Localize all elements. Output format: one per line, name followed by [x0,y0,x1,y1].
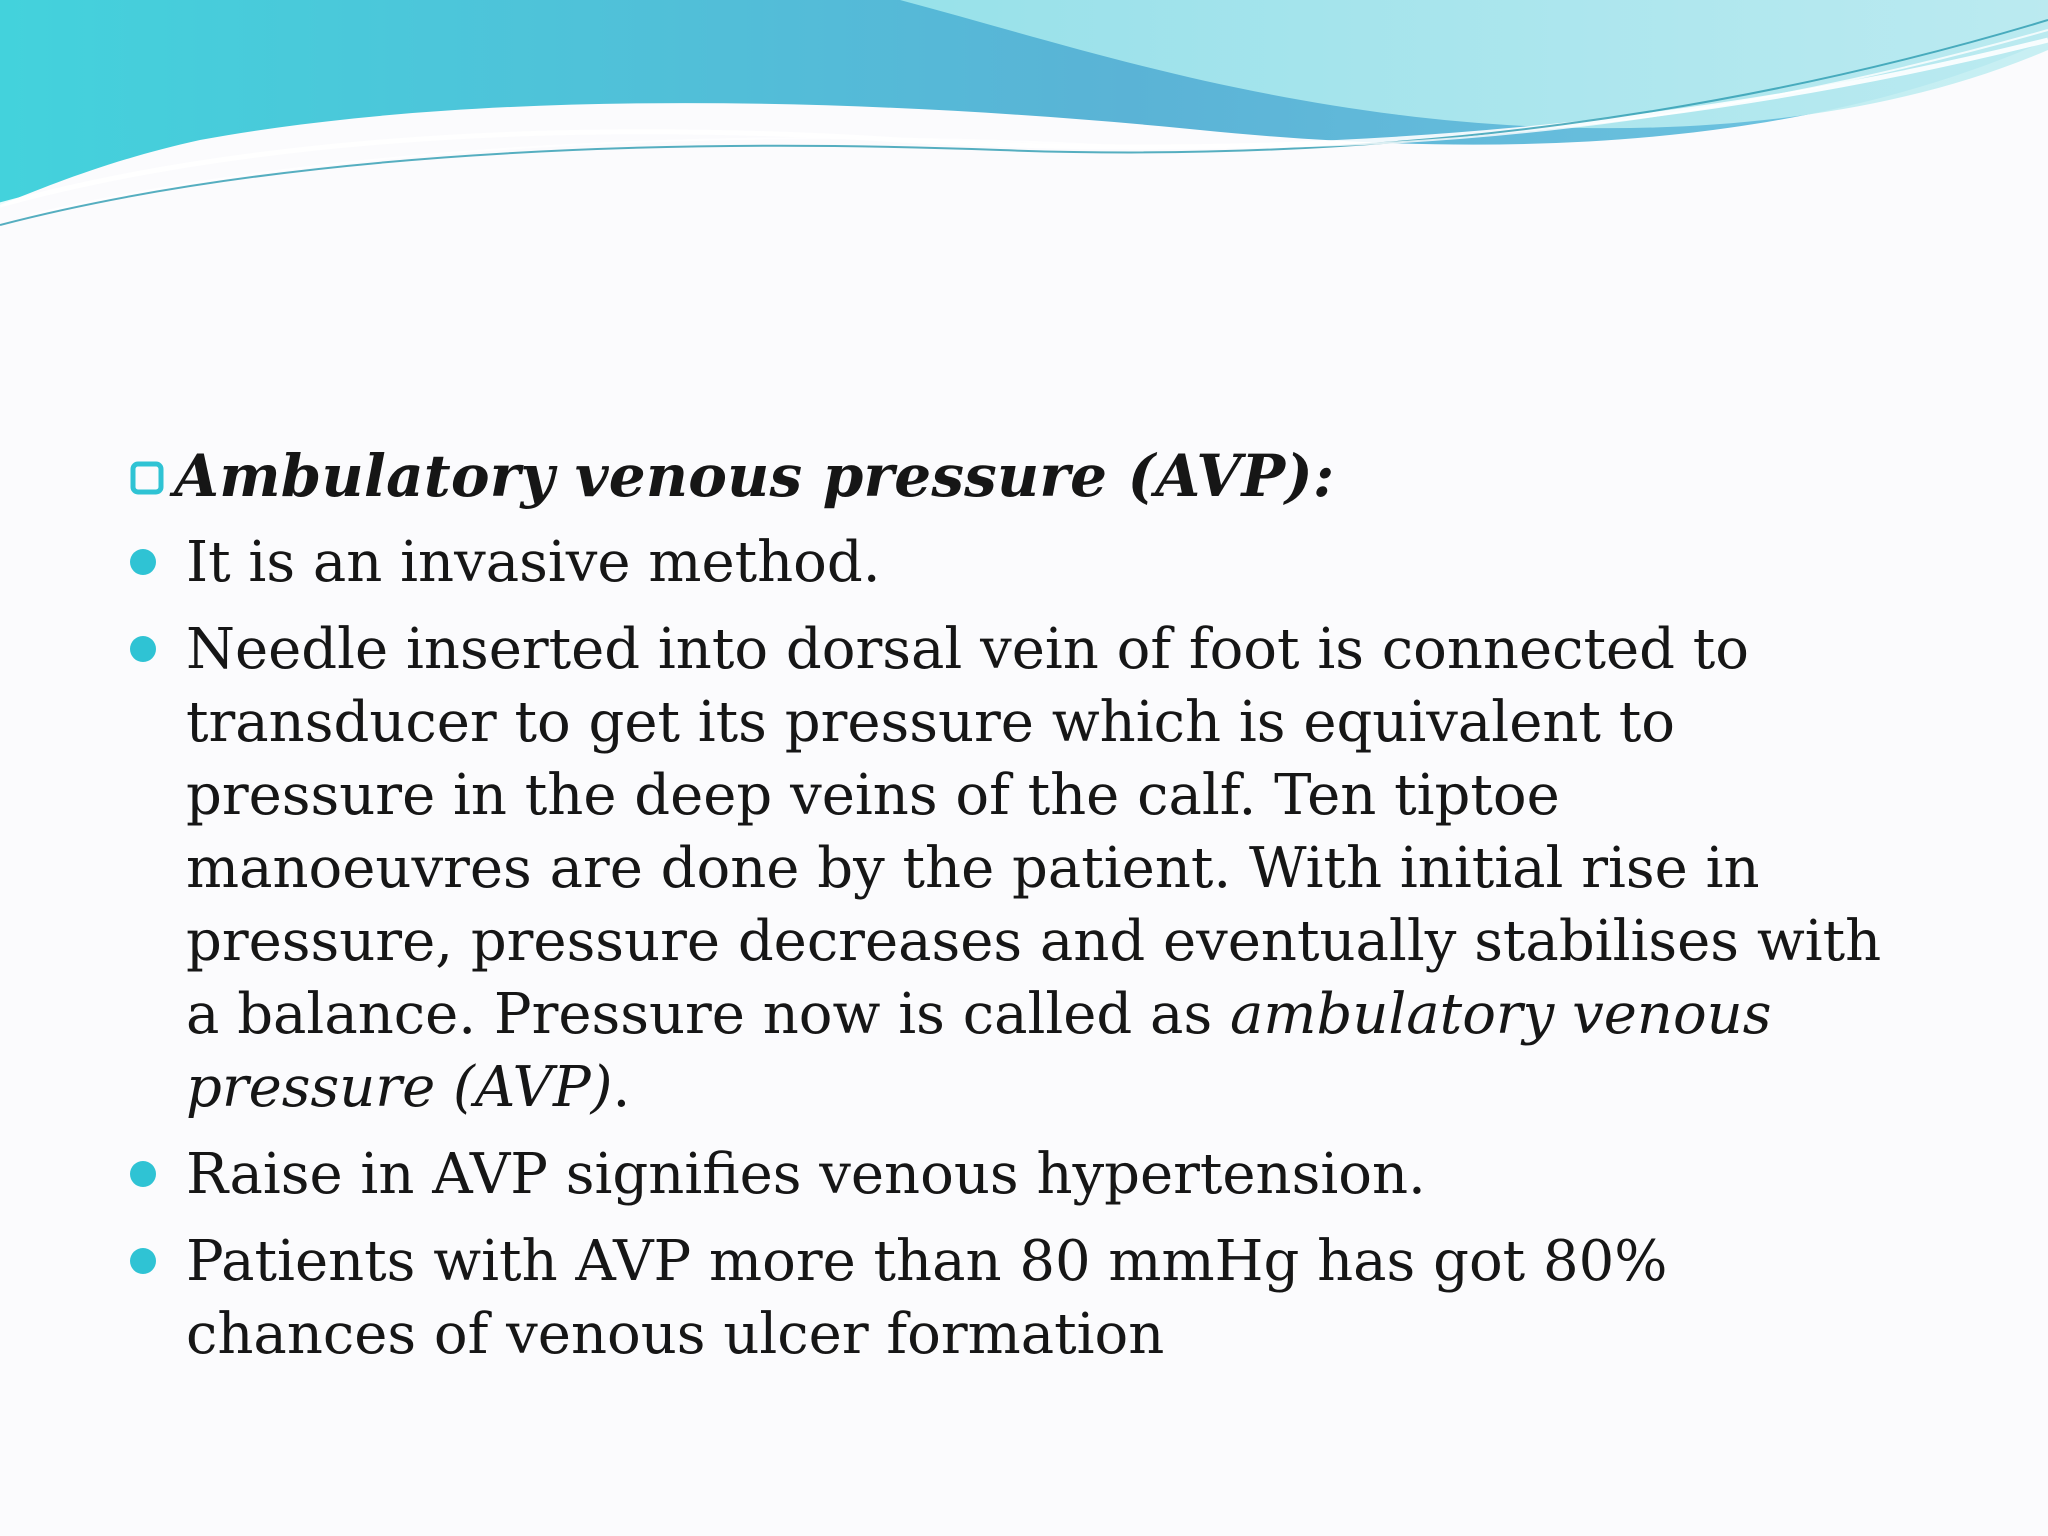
bullet-text: Patients with AVP more than 80 mmHg has got 80% chances of venous ulcer formation [186,1229,1668,1367]
bullet-item [130,613,1910,1124]
bullet-dot-icon [130,1248,156,1274]
bullet-text: It is an invasive method. [186,530,881,595]
bullet-item [130,1225,1910,1371]
bullet-item [130,1138,1910,1211]
bullet-text: Raise in AVP signifies venous hypertension. [186,1142,1426,1207]
bullet-dot-icon [130,549,156,575]
checkbox-icon [130,461,164,495]
bullet-text-tail: . [612,1055,631,1120]
bullet-italic-term: ambulatory venous pressure (AVP) [186,982,1772,1120]
section-heading: Ambulatory venous pressure (AVP): [174,442,1335,510]
bullet-text: Needle inserted into dorsal vein of foot is connected to transducer to get its pressure which is equivalent to pressure in the deep veins of the calf. Ten tiptoe manoeuvres are done by the patient. With initial rise in pressure, pressure decreases and eventually stabilises with a balance. Pressure now is called as [186,617,1882,1047]
bullet-dot-icon [130,1161,156,1187]
slide-content [130,440,1910,1385]
heading-row [130,440,1910,512]
bullet-item [130,526,1910,599]
bullet-dot-icon [130,636,156,662]
decorative-wave-banner [0,0,2048,260]
